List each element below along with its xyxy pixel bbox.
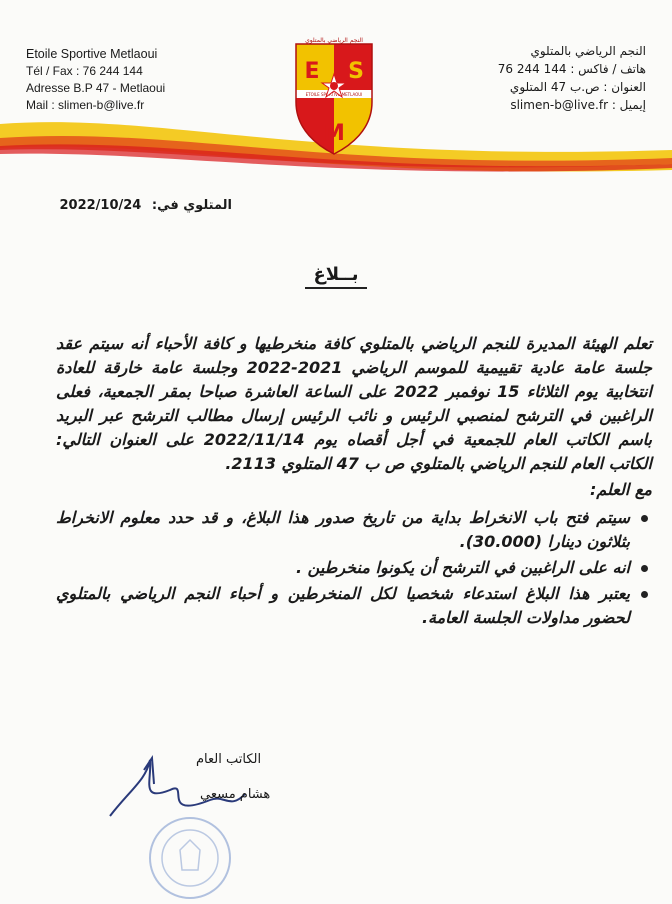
club-name-fr: Etoile Sportive Metlaoui bbox=[26, 47, 158, 61]
official-stamp bbox=[140, 810, 240, 900]
document-date bbox=[59, 198, 232, 213]
list-item: انه على الراغبين في الترشح أن يكونوا منخرطين . bbox=[56, 556, 630, 580]
phone-fr: Tél / Fax : 76 244 144 bbox=[26, 64, 143, 78]
main-paragraph: تعلم الهيئة المديرة للنجم الرياضي بالمتلوي كافة منخرطيها و كافة الأحباء أنه سيتم عقد جلسة عامة عادية تقييمية للموسم الرياضي 2021-2022 وجلسة عامة خارقة للعادة انتخابية يوم الثلاثاء 15 نوفمبر 2022 على الساعة العاشرة صباحا بمقر الجمعية، فعلى الراغبين في الترشح لمنصبي الرئيس و نائب الرئيس إرسال مطالب الترشح عبر البريد باسم الكاتب العام للجمعية في أجل أقصاه يوم 2022/11/14 على العنوان التالي: الكاتب العام للنجم الرياضي بالمتلوي ص ب 47 المتلوي 2113. bbox=[56, 334, 652, 473]
phone-ar: هاتف / فاكس : 144 244 76 bbox=[497, 62, 646, 76]
date-value: 2022/10/24 bbox=[59, 198, 142, 213]
club-name-ar: النجم الرياضي بالمتلوي bbox=[530, 44, 646, 58]
address-fr: Adresse B.P 47 - Metlaoui bbox=[26, 81, 166, 95]
mail-fr: Mail : slimen-b@live.fr bbox=[26, 98, 145, 112]
logo-letter-e: E bbox=[304, 59, 320, 84]
signatory-title: الكاتب العام bbox=[196, 752, 262, 767]
announcement-body bbox=[56, 332, 652, 632]
club-logo bbox=[292, 36, 376, 156]
list-item: سيتم فتح باب الانخراط بداية من تاريخ صدور هذا البلاغ، و قد حدد معلوم الانخراط بثلاثون دينارا (30.000). bbox=[56, 506, 630, 554]
notes-list bbox=[56, 506, 652, 630]
logo-letter-s: S bbox=[348, 59, 364, 84]
logo-top-text: النجم الرياضي بالمتلوي bbox=[305, 37, 363, 44]
note-heading: مع العلم: bbox=[589, 480, 652, 499]
document-title bbox=[0, 264, 672, 289]
logo-band-text: ETOILE SPORTIVE METLAOUI bbox=[305, 92, 363, 97]
address-ar: العنوان : ص.ب 47 المتلوي bbox=[509, 80, 646, 94]
logo-letter-m: M bbox=[323, 121, 345, 146]
title-text: بــلاغ bbox=[305, 264, 366, 289]
mail-ar: إيميل : slimen-b@live.fr bbox=[510, 98, 646, 112]
list-item: يعتبر هذا البلاغ استدعاء شخصيا لكل المنخرطين و أحباء النجم الرياضي بالمتلوي لحضور مداولات الجلسة العامة. bbox=[56, 582, 630, 630]
date-label: المتلوي في: bbox=[151, 198, 232, 213]
signatory-name: هشام مسعي bbox=[200, 787, 271, 802]
